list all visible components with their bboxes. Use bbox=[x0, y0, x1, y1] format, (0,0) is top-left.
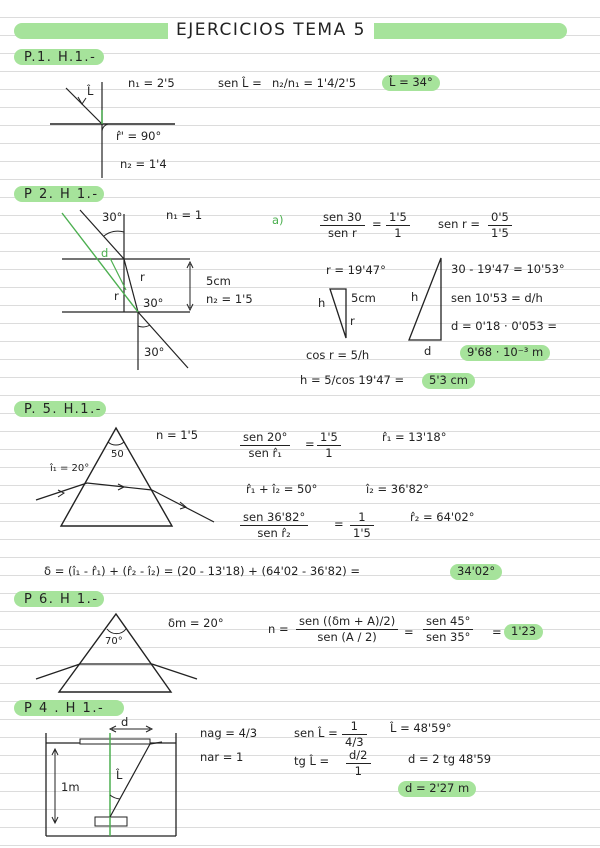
p2-diff: 30 - 19'47 = 10'53° bbox=[451, 262, 565, 276]
p5-fraction-4: $\frac{1}{1'5}$ bbox=[350, 510, 374, 541]
p4-d-eq: d = 2 tg 48'59 bbox=[408, 752, 492, 766]
p5-i1: î₁ = 20° bbox=[50, 463, 90, 474]
p4-fraction-1: $\frac{1}{4/3}$ bbox=[342, 719, 367, 750]
p2-h-result: 5'3 cm bbox=[422, 373, 475, 389]
p2-thickness: 5cm bbox=[206, 274, 231, 288]
p6-apex-angle: 70° bbox=[105, 636, 123, 647]
p2-tri1-r: r bbox=[350, 314, 355, 328]
p2-cos-eq: cos r = 5/h bbox=[306, 348, 370, 362]
p4-nag: nag = 4/3 bbox=[200, 726, 258, 740]
p5-eq-sign-2: = bbox=[334, 517, 344, 531]
p5-fraction-2: $\frac{1'5}{1}$ bbox=[317, 430, 341, 461]
p2-d-eq: d = 0'18 · 0'053 = bbox=[451, 319, 558, 333]
p2-eq-sign-1: = bbox=[372, 217, 382, 231]
p1-angle-L: L̂ bbox=[87, 84, 94, 98]
p5-fraction-1: sen 20° sen r̂₁ bbox=[240, 430, 290, 461]
p1-result: L̂ = 34° bbox=[382, 75, 440, 91]
section-label-p1: P.1. H.1.- bbox=[14, 49, 104, 65]
p5-delta: δ = (î₁ - r̂₁) + (r̂₂ - î₂) = (20 - 13'18) + (64'02 - 36'82) = bbox=[44, 564, 361, 578]
p1-r-angle: r̂' = 90° bbox=[116, 129, 162, 143]
p2-a-label: a) bbox=[272, 213, 284, 227]
p2-r-label: r bbox=[140, 270, 145, 284]
p2-fraction-2: $\frac{1'5}{1}$ bbox=[386, 210, 410, 241]
p4-fraction-2: $\frac{d/2}{1}$ bbox=[346, 748, 371, 779]
p2-n1: n₁ = 1 bbox=[166, 208, 203, 222]
p5-n: n = 1'5 bbox=[156, 428, 199, 442]
p6-eq-sign-2: = bbox=[492, 625, 502, 639]
p6-dm: δm = 20° bbox=[168, 616, 224, 630]
p1-eq-left: sen L̂ = bbox=[218, 76, 262, 90]
p2-tri1-h: h bbox=[318, 296, 326, 310]
p6-eq-sign-1: = bbox=[404, 625, 414, 639]
p1-n1: n₁ = 2'5 bbox=[128, 76, 175, 90]
p4-tg-eq: tg L̂ = bbox=[294, 754, 330, 768]
section-label-p2: P 2. H 1.- bbox=[14, 186, 104, 202]
p2-sen-r: sen r = bbox=[438, 217, 481, 231]
p5-eq-sign-1: = bbox=[305, 437, 315, 451]
p2-angle-top: 30° bbox=[102, 210, 123, 224]
p4-height: 1m bbox=[61, 780, 80, 794]
p2-fraction-1: sen 30 sen r bbox=[320, 210, 365, 241]
p6-fraction-1: sen ((δm + A)/2) sen (A / 2) bbox=[296, 614, 398, 645]
p5-apex-angle: 50 bbox=[111, 449, 124, 460]
section-label-p6: P 6. H 1.- bbox=[14, 591, 104, 607]
p2-tri2-d: d bbox=[424, 344, 432, 358]
p1-n2: n₂ = 1'4 bbox=[120, 157, 167, 171]
p2-sen1053: sen 10'53 = d/h bbox=[451, 291, 543, 305]
p1-eq-right: n₂/n₁ = 1'4/2'5 bbox=[272, 76, 357, 90]
p4-sen-eq: sen L̂ = bbox=[294, 726, 338, 740]
p5-delta-result: 34'02° bbox=[450, 564, 502, 580]
p6-fraction-2: sen 45° sen 35° bbox=[423, 614, 473, 645]
p2-r-label2: r bbox=[114, 289, 119, 303]
p5-r1: r̂₁ = 13'18° bbox=[382, 430, 447, 444]
p5-r2: r̂₂ = 64'02° bbox=[410, 510, 475, 524]
p5-fraction-3: sen 36'82° sen r̂₂ bbox=[240, 510, 308, 541]
p2-n2: n₂ = 1'5 bbox=[206, 292, 253, 306]
p5-i2: î₂ = 36'82° bbox=[366, 482, 429, 496]
p6-result: 1'23 bbox=[504, 624, 543, 640]
p2-d-result: 9'68 · 10⁻³ m bbox=[460, 345, 550, 361]
p4-d-result: d = 2'27 m bbox=[398, 781, 476, 797]
p4-angle-L: L̂ bbox=[116, 768, 123, 782]
p2-tri2-h: h bbox=[411, 290, 419, 304]
p4-nar: nar = 1 bbox=[200, 750, 244, 764]
p4-L-value: L̂ = 48'59° bbox=[390, 721, 452, 735]
p2-angle-bot: 30° bbox=[144, 345, 165, 359]
section-label-p5: P. 5. H.1.- bbox=[14, 401, 106, 417]
p2-tri1-side: 5cm bbox=[351, 291, 376, 305]
p2-r-value: r = 19'47° bbox=[326, 263, 386, 277]
title-text: EJERCICIOS TEMA 5 bbox=[168, 19, 374, 41]
p2-h-eq: h = 5/cos 19'47 = bbox=[300, 373, 405, 387]
p5-sum: r̂₁ + î₂ = 50° bbox=[246, 482, 318, 496]
p6-n-eq: n = bbox=[268, 622, 289, 636]
p2-fraction-3: $\frac{0'5}{1'5}$ bbox=[488, 210, 512, 241]
section-label-p4: P 4 . H 1.- bbox=[14, 700, 124, 716]
p2-angle-mid: 30° bbox=[143, 296, 164, 310]
p2-d-label: d bbox=[101, 246, 109, 260]
p4-d-label: d bbox=[121, 715, 129, 729]
